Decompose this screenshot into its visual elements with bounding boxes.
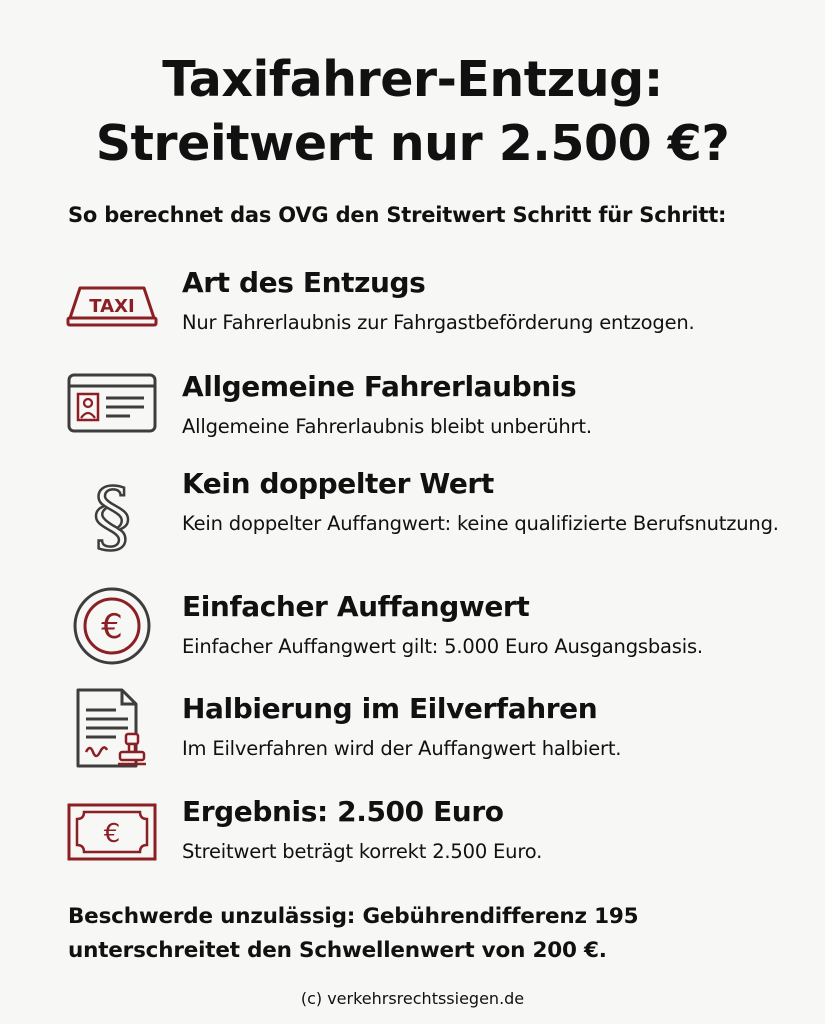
- svg-text:§: §: [92, 472, 132, 557]
- step-description: Im Eilverfahren wird der Auffangwert halbiert.: [182, 737, 622, 760]
- step-description: Streitwert beträgt korrekt 2.500 Euro.: [182, 840, 543, 863]
- step-description: Nur Fahrerlaubnis zur Fahrgastbeförderung entzogen.: [182, 311, 695, 334]
- subtitle: So berechnet das OVG den Streitwert Schritt für Schritt:: [68, 203, 727, 227]
- step-heading: Kein doppelter Wert: [182, 467, 494, 500]
- step-heading: Allgemeine Fahrerlaubnis: [182, 370, 577, 403]
- step-description: Einfacher Auffangwert gilt: 5.000 Euro Ausgangsbasis.: [182, 635, 703, 658]
- taxi-sign-icon: [66, 272, 158, 344]
- step-description: Allgemeine Fahrerlaubnis bleibt unberührt.: [182, 415, 592, 438]
- euro-coin-icon: [66, 586, 158, 666]
- taxi-sign-label: TAXI: [89, 296, 135, 317]
- svg-text:€: €: [103, 819, 121, 849]
- paragraph-icon: [66, 471, 158, 557]
- title-line-2: Streitwert nur 2.500 €?: [95, 115, 730, 172]
- page-title: [0, 48, 825, 176]
- euro-banknote-icon: [66, 797, 158, 869]
- id-card-icon: [66, 370, 158, 442]
- step-heading: Halbierung im Eilverfahren: [182, 692, 598, 725]
- step-heading: Art des Entzugs: [182, 266, 426, 299]
- step-heading: Ergebnis: 2.500 Euro: [182, 795, 504, 828]
- title-line-1: Taxifahrer-Entzug:: [162, 51, 663, 108]
- step-description: Kein doppelter Auffangwert: keine qualifizierte Berufsnutzung.: [182, 512, 779, 535]
- svg-text:€: €: [101, 607, 123, 647]
- conclusion-text: Beschwerde unzulässig: Gebührendifferenz 195 unterschreitet den Schwellenwert von 200 €.: [68, 904, 639, 963]
- step-heading: Einfacher Auffangwert: [182, 590, 530, 623]
- document-stamp-icon: [66, 686, 158, 770]
- copyright-notice: (c) verkehrsrechtssiegen.de: [300, 989, 525, 1008]
